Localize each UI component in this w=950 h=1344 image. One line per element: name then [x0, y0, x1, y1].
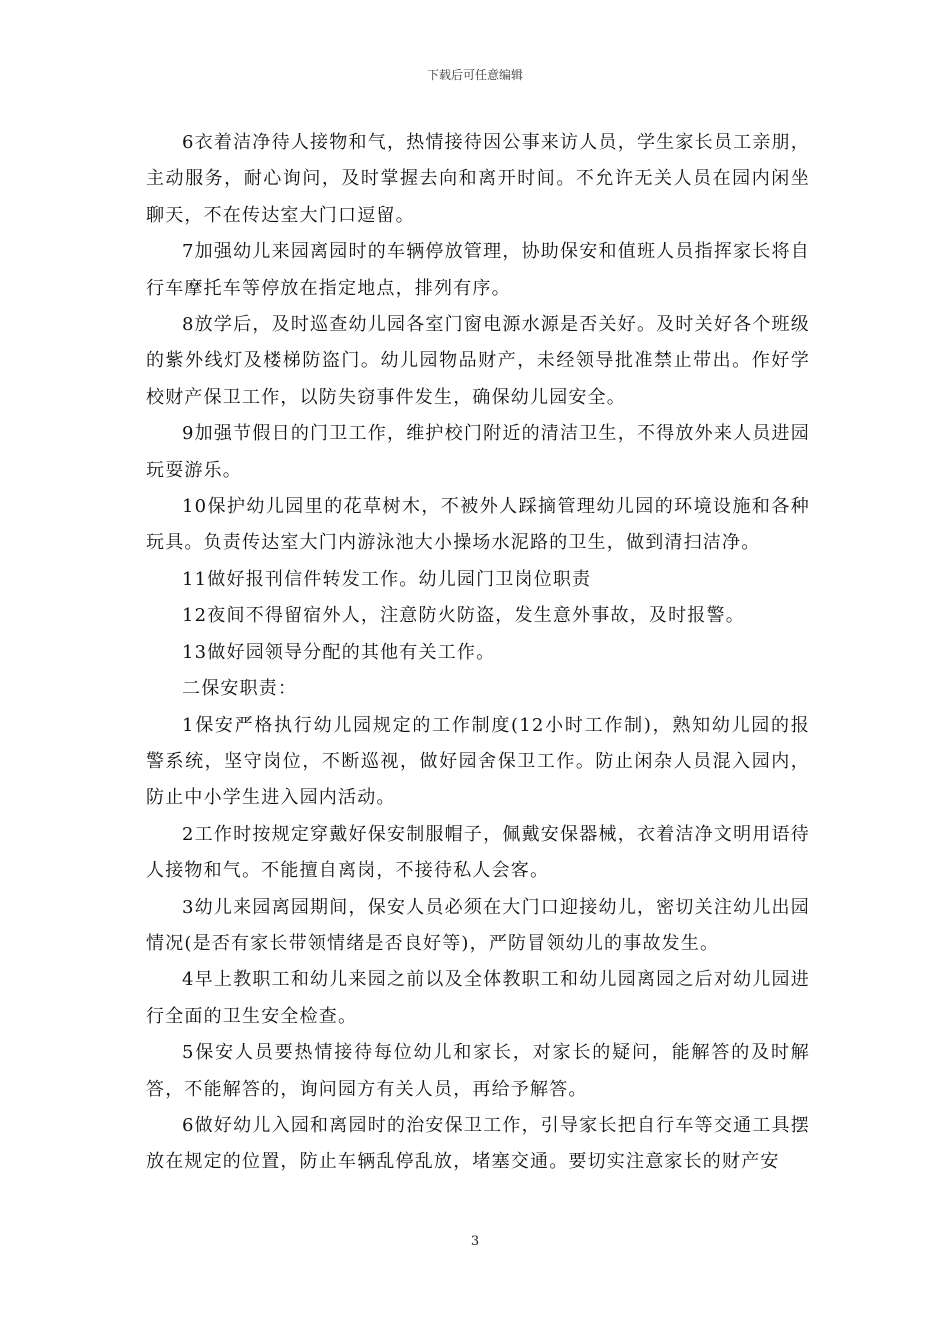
paragraph: 4早上教职工和幼儿来园之前以及全体教职工和幼儿园离园之后对幼儿园进行全面的卫生安全检查。: [146, 969, 810, 1027]
page-number: 3: [470, 1234, 480, 1249]
section-heading: 二保安职责：: [182, 678, 298, 700]
paragraph: 10保护幼儿园里的花草树木，不被外人踩摘管理幼儿园的环境设施和各种玩具。负责传达室大门内游泳池大小操场水泥路的卫生，做到清扫洁净。: [146, 496, 810, 554]
paragraph: 6衣着洁净待人接物和气，热情接待因公事来访人员，学生家长员工亲朋，主动服务，耐心询问，及时掌握去向和离开时间。不允许无关人员在园内闲坐聊天，不在传达室大门口逗留。: [146, 132, 810, 226]
paragraph: 13做好园领导分配的其他有关工作。: [182, 641, 496, 663]
paragraph: 9加强节假日的门卫工作，维护校门附近的清洁卫生，不得放外来人员进园玩耍游乐。: [146, 423, 810, 481]
paragraph: 5保安人员要热情接待每位幼儿和家长，对家长的疑问，能解答的及时解答，不能解答的，询问园方有关人员，再给予解答。: [146, 1042, 810, 1100]
paragraph: 3幼儿来园离园期间，保安人员必须在大门口迎接幼儿，密切关注幼儿出园情况(是否有家长带领情绪是否良好等)，严防冒领幼儿的事故发生。: [146, 896, 810, 954]
paragraph: 8放学后，及时巡查幼儿园各室门窗电源水源是否关好。及时关好各个班级的紫外线灯及楼梯防盗门。幼儿园物品财产，未经领导批准禁止带出。作好学校财产保卫工作，以防失窃事件发生，确保幼儿园安全。: [146, 314, 810, 408]
paragraph: 2工作时按规定穿戴好保安制服帽子，佩戴安保器械，衣着洁净文明用语待人接物和气。不能擅自离岗，不接待私人会客。: [146, 823, 810, 882]
paragraph: 7加强幼儿来园离园时的车辆停放管理，协助保安和值班人员指挥家长将自行车摩托车等停放在指定地点，排列有序。: [146, 241, 810, 299]
paragraph: 12夜间不得留宿外人，注意防火防盗，发生意外事故，及时报警。: [182, 605, 745, 627]
paragraph: 11做好报刊信件转发工作。幼儿园门卫岗位职责: [182, 568, 592, 590]
page-header: 下载后可任意编辑: [426, 68, 523, 82]
paragraph: 6做好幼儿入园和离园时的治安保卫工作，引导家长把自行车等交通工具摆放在规定的位置，防止车辆乱停乱放，堵塞交通。要切实注意家长的财产安: [146, 1114, 810, 1173]
document-body: [146, 125, 810, 1181]
paragraph: 1保安严格执行幼儿园规定的工作制度(12小时工作制)，熟知幼儿园的报警系统，坚守岗位，不断巡视，做好园舍保卫工作。防止闲杂人员混入园内，防止中小学生进入园内活动。: [146, 714, 810, 809]
